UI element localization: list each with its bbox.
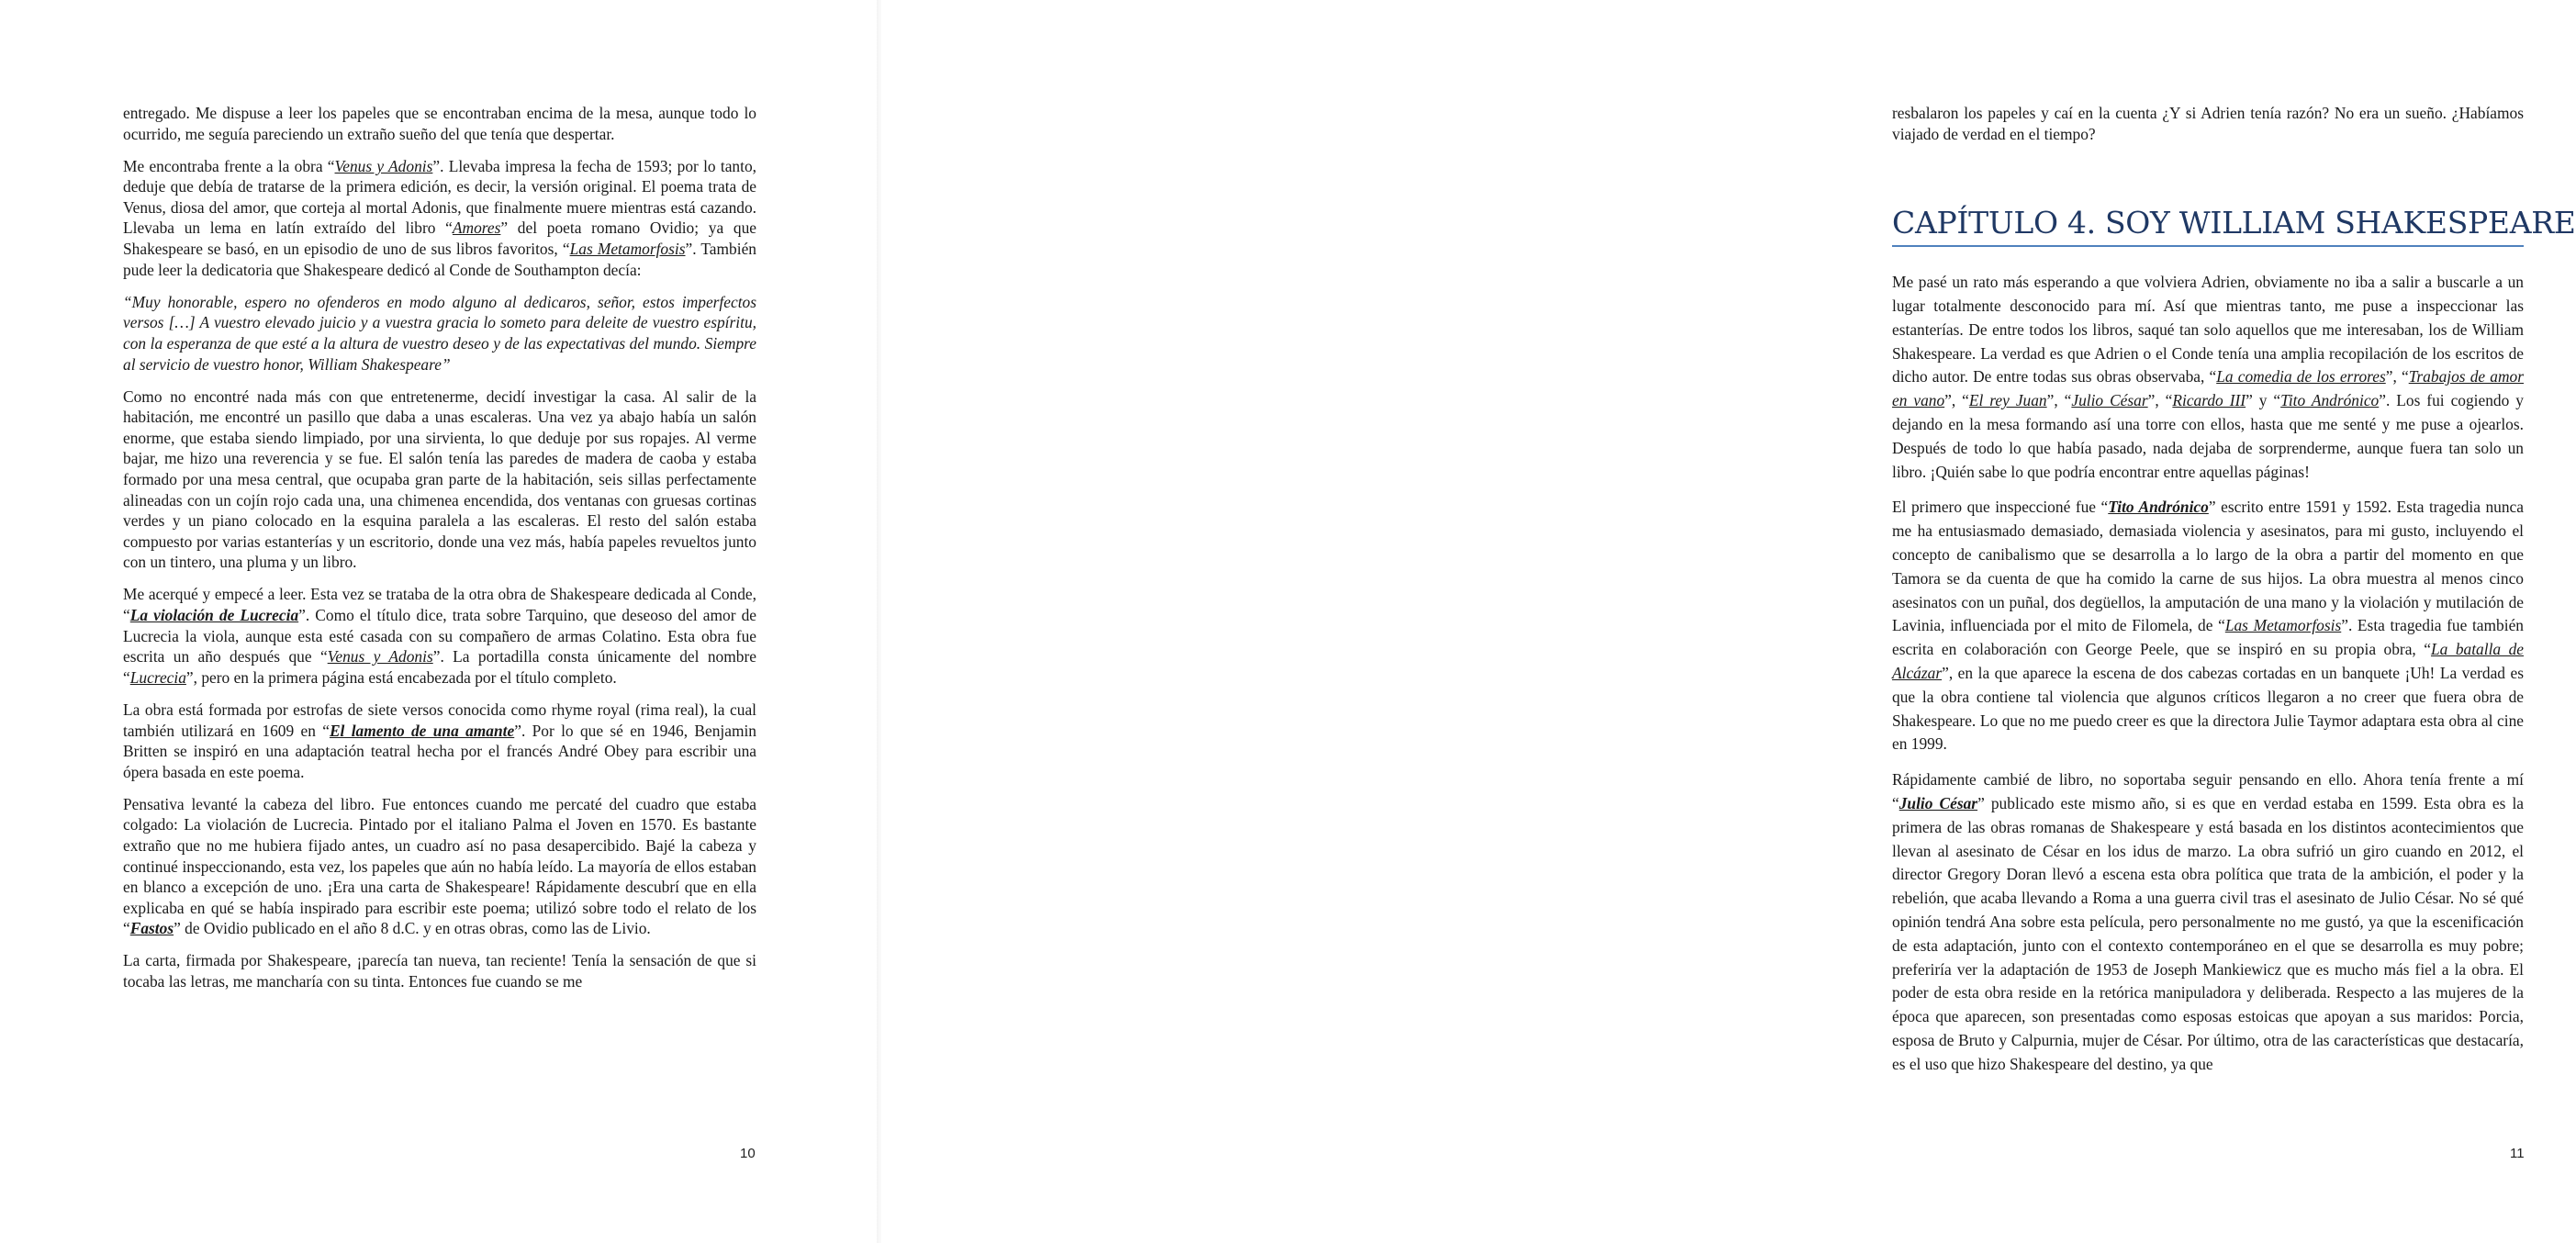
text-run: Como no encontré nada más con que entretenerme, decidí investigar la casa. Al salir de la habitación, me encontré un pasillo que daba a unas escaleras. Una vez ya abajo había un salón enorme, que estaba siendo limpiado, por una sirvienta, lo que deduje por sus ropajes. Al verme bajar, me hizo una reverencia y se fue. El salón tenía las paredes de madera de caoba y estaba formado por una mesa central, que ocupaba gran parte de la habitación, seis sillas perfectamente alineadas con un cojín rojo cada una, una chimenea encendida, dos ventanas con gruesas cortinas verdes y un piano colocado en la esquina paralela a las escaleras. El resto del salón estaba compuesto por varias estanterías y un escritorio, donde una vez más, había papeles revueltos junto con un tintero, una pluma y un libro. [123,386,756,572]
text-run: El primero que inspeccioné fue “ [1892,498,2109,517]
text-run: ”, pero en la primera página está encabezada por el título completo. [185,667,617,687]
work-title: Julio César [1898,793,1978,812]
paragraph [123,103,756,144]
paragraph [1892,103,2524,144]
work-title: Julio César [2071,391,2148,410]
paragraph [123,950,756,991]
page-number-right: 11 [2510,1146,2525,1161]
chapter-heading: CAPÍTULO 4. SOY WILLIAM SHAKESPEARE [1892,205,2524,247]
text-run: La obra está formada por estrofas de siete versos conocida como rhyme royal (rima real), la cual también utilizará en 1609 en “ [123,700,756,740]
work-title: La batalla de Alcázar [1892,640,2524,682]
paragraph [123,584,756,688]
work-title: Lucrecia [129,667,186,687]
work-title: La violación de Lucrecia [129,606,299,625]
work-title: Venus y Adonis [327,647,433,666]
text-run: ”. Los fui cogiendo y dejando en la mesa formando así una torre con ellos, hasta que me senté y me puse a ojearlos. Después de todo lo que había pasado, nada dejaba de sorprenderme, aunque fuera tan solo un libro. ¡Quién sabe lo que podría encontrar entre aquellas páginas! [1892,391,2524,481]
text-run: ”. Esta tragedia fue también escrita en colaboración con George Peele, que se inspiró en su propia obra, “ [1892,616,2524,659]
work-title: Tito Andrónico [2280,391,2380,410]
right-page [881,0,2576,1243]
text-run: ”, en la que aparece la escena de dos cabezas cortadas en un banquete ¡Uh! La verdad es que la obra contiene tal violencia que algunos críticos llegaron a no creer que fuera obra de Shakespeare. Lo que no me puedo creer es que la directora Julie Taymor adaptara esta obra al cine en 1999. [1892,663,2524,754]
right-page-text [1892,103,2576,1088]
text-run: ”. Llevaba impresa la fecha de 1593; por lo tanto, deduje que debía de tratarse de la primera edición, es decir, la versión original. El poema trata de Venus, diosa del amor, que corteja al mortal Adonis, que finalmente muere mientras está cazando. Llevaba un lema en latín extraído del libro “ [123,156,756,238]
text-run: ” del poeta romano Ovidio; ya que Shakespeare se basó, en un episodio de uno de sus libros favoritos, “ [123,218,756,259]
text-run: ”, “ [1944,391,1969,410]
text-run: Me acerqué y empecé a leer. Esta vez se trataba de la otra obra de Shakespeare dedicada al Conde, “ [123,585,756,625]
work-title: Fastos [129,919,174,938]
text-run: Pensativa levanté la cabeza del libro. Fue entonces cuando me percaté del cuadro que estaba colgado: La violación de Lucrecia. Pintado por el italiano Palma el Joven en 1570. Es bastante extraño que no me hubiera fijado antes, un cuadro así no pasa desapercibido. Bajé la cabeza y continué inspeccionando, esta vez, los papeles que aún no había leído. La mayoría de ellos estaban en blanco a excepción de uno. ¡Era una carta de Shakespeare! Rápidamente descubrí que en ella explicaba en qué se había inspirado para escribir este poema; utilizó sobre todo el relato de los “ [123,794,756,938]
paragraph [123,156,756,281]
work-title: Ricardo III [2172,391,2246,410]
text-run: Me encontraba frente a la obra “ [123,156,335,175]
text-run: ”. La portadilla consta únicamente del nombre “ [123,647,756,687]
work-title: El rey Juan [1968,391,2047,410]
dedication-quote [123,292,756,375]
text-run: Me pasé un rato más esperando a que volviera Adrien, obviamente no iba a salir a buscarle a un lugar totalmente desconocido para mí. Así que mientras tanto, me puse a inspeccionar las estanterías. De entre todos los libros, saqué tan solo aquellos que me interesaban, los de William Shakespeare. La verdad es que Adrien o el Conde tenía una amplia recopilación de los escritos de dicho autor. De entre todas sus obras observaba, “ [1892,273,2524,386]
paragraph [1892,271,2524,484]
paragraph [1892,768,2524,1076]
work-title: Las Metamorfosis [2224,616,2342,635]
text-run: resbalaron los papeles y caí en la cuenta ¿Y si Adrien tenía razón? No era un sueño. ¿Habíamos viajado de verdad en el tiempo? [1892,104,2524,143]
work-title: Trabajos de amor en vano [1892,367,2525,410]
text-run: entregado. Me dispuse a leer los papeles que se encontraban encima de la mesa, aunque todo lo ocurrido, me seguía pareciendo un extraño sueño del que tenía que despertar. [123,104,756,143]
paragraph [123,794,756,939]
work-title: La comedia de los errores [2216,367,2386,386]
text-run: ” escrito entre 1591 y 1592. Esta tragedia nunca me ha entusiasmado demasiado, demasiada violencia y asesinatos, para mi gusto, incluyendo el concepto de canibalismo que se desarrolla a lo largo de la obra a partir del momento en que Tamora se da cuenta de que ha comido la carne de sus hijos. La obra muestra al menos cinco asesinatos con un puñal, dos degüellos, la amputación de una mano y la violación y mutilación de Lavinia, influenciada por el mito de Filomela, de “ [1892,498,2524,635]
text-run: ”. Por lo que sé en 1946, Benjamin Britten se inspiró en una adaptación teatral hecha por el francés André Obey para escribir una ópera basada en este poema. [123,721,756,781]
text-run: La carta, firmada por Shakespeare, ¡parecía tan nueva, tan reciente! Tenía la sensación de que si tocaba las letras, me mancharía con su tinta. Entonces fue cuando se me [123,951,756,991]
work-title: Las Metamorfosis [569,240,686,259]
left-page [0,0,881,1243]
text-run: ” de Ovidio publicado en el año 8 d.C. y en otras obras, como las de Livio. [174,919,651,938]
page-number-left: 10 [740,1146,756,1161]
text-run: ”, “ [2147,391,2173,410]
work-title: Amores [452,218,501,238]
paragraph [1892,496,2524,756]
text-run: ”, “ [2046,391,2072,410]
work-title: El lamento de una amante [329,721,515,740]
paragraph [123,700,756,782]
left-page-text [123,103,756,1003]
work-title: Venus y Adonis [334,156,433,175]
text-run: ” y “ [2246,391,2281,410]
text-run: ” publicado este mismo año, si es que en verdad estaba en 1599. Esta obra es la primera de las obras romanas de Shakespeare y está basada en los distintos acontecimientos que llevan al asesinato de César en los idus de marzo. La obra sufrió un giro cuando en 2012, el director Gregory Doran llevó a escena esta obra política que trata de la ambición, el poder y la rebelión, que acaba llevando a Roma a una guerra civil tras el asesinato de Julio César. No sé qué opinión tendrá Ana sobre esta película, pero personalmente no me gustó, ya que la escenificación de esta adaptación, junto con el contexto contemporáneo en el que se desarrolla es muy pobre; preferiría ver la adaptación de 1953 de Joseph Mankiewicz que es mucho más fiel a la obra. El poder de esta obra reside en la retórica manipuladora y deliberada. Respecto a las mujeres de la época que aparecen, son presentadas como esposas estoicas que apoyan a sus maridos: Porcia, esposa de Bruto y Calpurnia, mujer de César. Por último, otra de las características que destacaría, es el uso que hizo Shakespeare del destino, ya que [1892,793,2525,1073]
text-run: “Muy honorable, espero no ofenderos en modo alguno al dedicaros, señor, estos imperfectos versos […] A vuestro elevado juicio y a vuestra gracia lo someto para deleite de vuestro espíritu, con la esperanza de que esté a la altura de vuestro deseo y de las expectativas del mundo. Siempre al servicio de vuestro honor, William Shakespeare” [123,292,756,374]
text-run: ”. También pude leer la dedicatoria que Shakespeare dedicó al Conde de Southampton decía: [123,240,756,279]
work-title: Tito Andrónico [2108,498,2209,517]
text-run: Rápidamente cambié de libro, no soportaba seguir pensando en ello. Ahora tenía frente a mí “ [1892,770,2524,812]
text-run: ”. Como el título dice, trata sobre Tarquino, que deseoso del amor de Lucrecia la viola, aunque esta esté casada con su compañero de armas Colatino. Esta obra fue escrita un año después que “ [123,606,756,666]
paragraph [123,386,756,573]
text-run: ”, “ [2385,367,2409,386]
